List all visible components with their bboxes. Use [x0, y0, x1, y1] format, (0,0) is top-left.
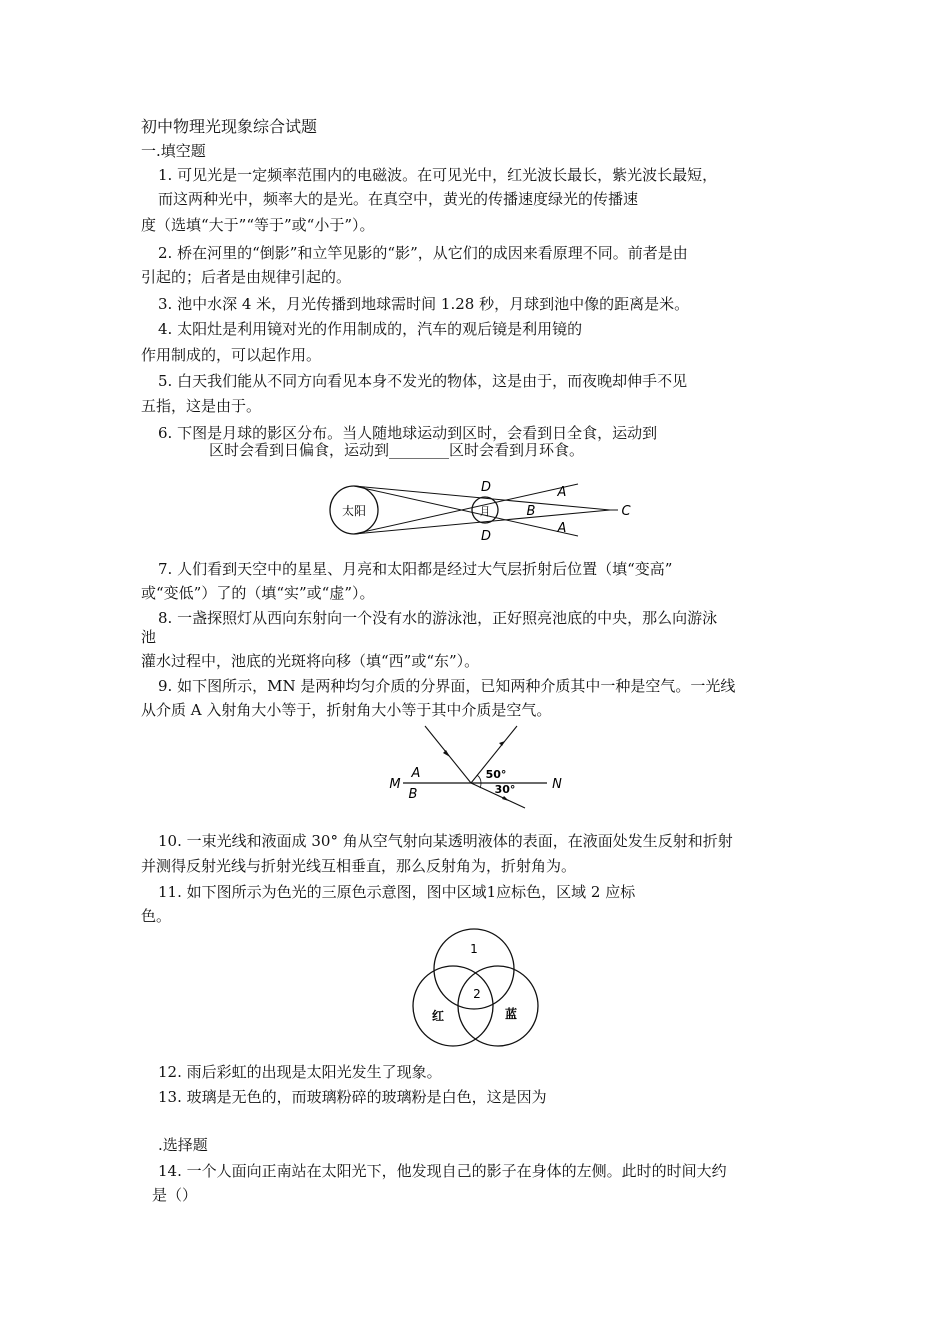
red-label: 红	[431, 1009, 445, 1023]
q14-line2: 是（）	[152, 1186, 198, 1204]
label-m: M	[389, 777, 401, 792]
section-fill-in: 一.填空题	[141, 142, 206, 160]
q5-line1: 5. 白天我们能从不同方向看见本身不发光的物体，这是由于，而夜晚却伸手不见	[158, 372, 688, 390]
q14-line1: 14. 一个人面向正南站在太阳光下，他发现自己的影子在身体的左侧。此时的时间大约	[158, 1162, 727, 1180]
section-multiple-choice: .选择题	[158, 1136, 208, 1154]
q8-line3: 灌水过程中，池底的光斑将向移（填“西”或“东”）。	[141, 652, 480, 670]
label-n: N	[552, 777, 562, 792]
q13-line1: 13. 玻璃是无色的，而玻璃粉碎的玻璃粉是白色，这是因为	[158, 1088, 547, 1106]
q10-line2: 并测得反射光线与折射光线互相垂直，那么反射角为，折射角为。	[141, 857, 577, 875]
q6-line2: 区时会看到日偏食，运动到________区时会看到月环食。	[209, 441, 585, 459]
circle-red	[413, 966, 493, 1046]
label-c: C	[621, 504, 631, 519]
moon-shadow-diagram	[320, 470, 640, 550]
q1-line1: 1. 可见光是一定频率范围内的电磁波。在可见光中，红光波长最长，紫光波长最短，	[158, 166, 718, 184]
q5-line2: 五指，这是由于。	[141, 397, 262, 415]
q7-line2: 或“变低”）了的（填“实”或“虚”）。	[141, 584, 375, 602]
label-a-top: A	[557, 485, 567, 500]
three-primary-colors-diagram	[410, 923, 550, 1055]
region-1-label: 1	[470, 942, 478, 956]
q1-line3: 度（选填“大于”“等于”或“小于”）。	[141, 216, 375, 234]
q9-line1: 9. 如下图所示，MN 是两种均匀介质的分界面，已知两种介质其中一种是空气。一光线	[158, 677, 736, 695]
label-b: B	[526, 504, 536, 519]
q10-line1: 10. 一束光线和液面成 30° 角从空气射向某透明液体的表面，在液面处发生反射和折射	[158, 832, 733, 850]
moon-label: 月	[479, 505, 491, 518]
label-d-bottom: D	[480, 529, 492, 544]
refraction-diagram	[375, 722, 575, 822]
label-a: A	[411, 766, 421, 781]
q11-line2: 色。	[141, 907, 172, 925]
q12-line1: 12. 雨后彩虹的出现是太阳光发生了现象。	[158, 1063, 442, 1081]
blue-label: 蓝	[504, 1007, 518, 1021]
q2-line2: 引起的；后者是由规律引起的。	[141, 268, 352, 286]
q7-line1: 7. 人们看到天空中的星星、月亮和太阳都是经过大气层折射后位置（填“变高”	[158, 560, 673, 578]
q2-line1: 2. 桥在河里的“倒影”和立竿见影的“影”，从它们的成因来看原理不同。前者是由	[158, 244, 688, 262]
region-2-label: 2	[473, 987, 481, 1001]
doc-title: 初中物理光现象综合试题	[141, 117, 318, 136]
q6-line1: 6. 下图是月球的影区分布。当人随地球运动到区时，会看到日全食，运动到	[158, 424, 658, 442]
q9-line2: 从介质 A 入射角大小等于，折射角大小等于其中介质是空气。	[141, 701, 552, 719]
label-a-bottom: A	[557, 521, 567, 536]
q8-line2: 池	[141, 628, 157, 646]
circle-blue	[458, 966, 538, 1046]
angle-30: 30°	[494, 783, 516, 796]
label-d-top: D	[480, 480, 492, 495]
q4-line1: 4. 太阳灶是利用镜对光的作用制成的，汽车的观后镜是利用镜的	[158, 320, 583, 338]
sun-label: 太阳	[341, 504, 367, 518]
q11-line1: 11. 如下图所示为色光的三原色示意图，图中区域1应标色，区域 2 应标	[158, 883, 636, 901]
label-b: B	[408, 787, 418, 802]
angle-50: 50°	[485, 768, 507, 781]
q3-line1: 3. 池中水深 4 米，月光传播到地球需时间 1.28 秒，月球到池中像的距离是米。	[158, 295, 690, 313]
q4-line2: 作用制成的，可以起作用。	[141, 346, 322, 364]
q8-line1: 8. 一盏探照灯从西向东射向一个没有水的游泳池，正好照亮池底的中央，那么向游泳	[158, 609, 718, 627]
q1-line2: 而这两种光中，频率大的是光。在真空中，黄光的传播速度绿光的传播速	[158, 190, 639, 208]
